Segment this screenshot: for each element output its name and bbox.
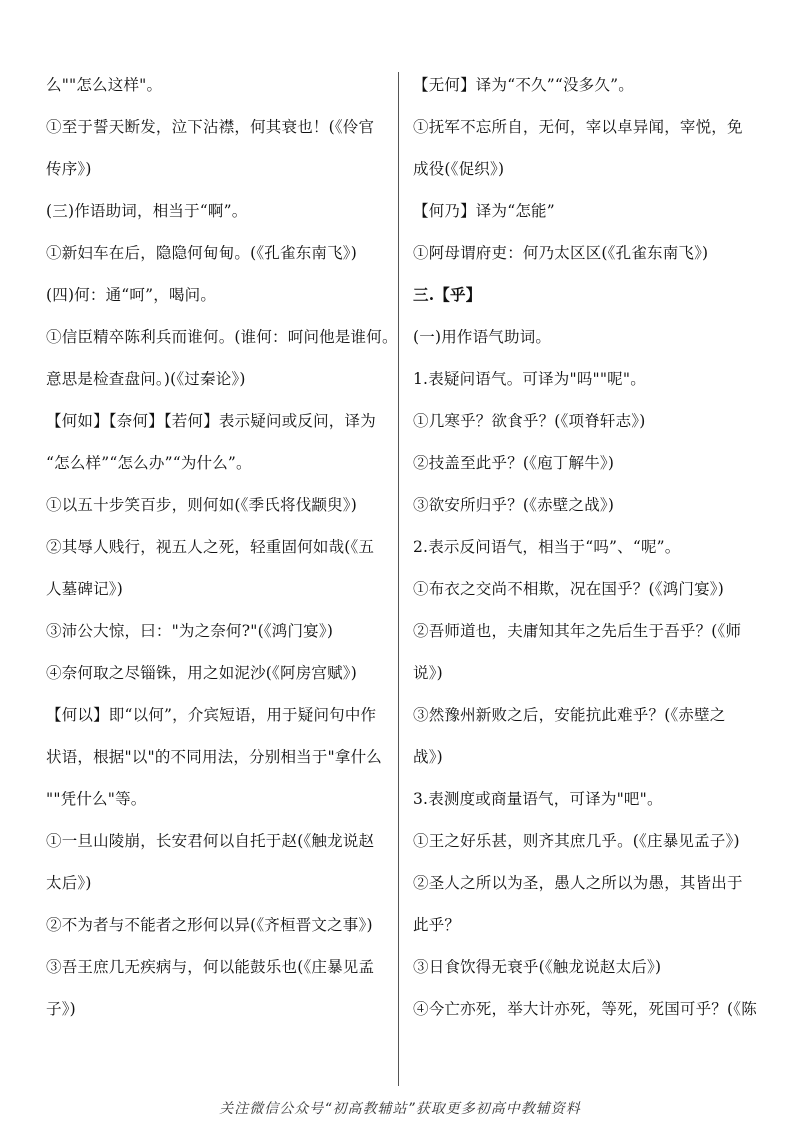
text-line: (四)何：通“呵”，喝问。 xyxy=(46,286,217,304)
text-line: 战》) xyxy=(413,748,443,766)
text-line: ""凭什么"等。 xyxy=(46,790,147,808)
text-line: 人墓碑记》) xyxy=(46,580,123,598)
text-line: 说》) xyxy=(413,664,443,682)
text-line: ③沛公大惊，曰："为之奈何?"(《鸿门宴》) xyxy=(46,622,334,640)
left-column xyxy=(46,64,402,1030)
text-line: 么""怎么这样"。 xyxy=(46,76,163,94)
text-line: ③然豫州新败之后，安能抗此难乎？(《赤壁之 xyxy=(413,706,726,724)
text-line: 1.表疑问语气。可译为"吗""呢"。 xyxy=(413,370,646,388)
text-line: ①至于誓天断发，泣下沾襟，何其衰也！(《伶官 xyxy=(46,118,375,136)
text-line: 状语，根据"以"的不同用法，分别相当于"拿什么 xyxy=(46,748,382,766)
text-line: 3.表测度或商量语气，可译为"吧"。 xyxy=(413,790,663,808)
text-line: ①几寒乎？欲食乎？(《项脊轩志》) xyxy=(413,412,646,430)
text-line: (一)用作语气助词。 xyxy=(413,328,552,346)
text-line: ④奈何取之尽锱铢，用之如泥沙(《阿房宫赋》) xyxy=(46,664,357,682)
text-line: ④今亡亦死，举大计亦死，等死，死国可乎？(《陈 xyxy=(413,1000,757,1018)
text-line: 传序》) xyxy=(46,160,92,178)
text-line: ③吾王庶几无疾病与，何以能鼓乐也(《庄暴见孟 xyxy=(46,958,375,976)
text-line: ①信臣精卒陈利兵而谁何。(谁何：呵问他是谁何。 xyxy=(46,328,398,346)
text-line: 太后》) xyxy=(46,874,92,892)
footer-promo-text: 关注微信公众号“初高教辅站”获取更多初高中教辅资料 xyxy=(219,1101,581,1117)
text-line: ②技盖至此乎？(《庖丁解牛》) xyxy=(413,454,615,472)
right-column xyxy=(413,64,763,1030)
text-line: ①一旦山陵崩，长安君何以自托于赵(《触龙说赵 xyxy=(46,832,375,850)
text-line: ②不为者与不能者之形何以异(《齐桓晋文之事》) xyxy=(46,916,373,934)
text-line: ②圣人之所以为圣，愚人之所以为愚，其皆出于 xyxy=(413,874,743,892)
text-line: 【无何】译为“不久”“没多久”。 xyxy=(413,76,634,94)
text-line: ①新妇车在后，隐隐何甸甸。(《孔雀东南飞》) xyxy=(46,244,357,262)
section-heading: 三.【乎】 xyxy=(413,285,482,304)
text-line: 2.表示反问语气，相当于“吗”、“呢”。 xyxy=(413,538,681,556)
text-line: ③日食饮得无衰乎(《触龙说赵太后》) xyxy=(413,958,662,976)
column-divider xyxy=(398,72,399,1086)
text-line: ③欲安所归乎？(《赤壁之战》) xyxy=(413,496,615,514)
text-line: ①王之好乐甚，则齐其庶几乎。(《庄暴见孟子》) xyxy=(413,832,740,850)
text-line: ①以五十步笑百步，则何如(《季氏将伐颛臾》) xyxy=(46,496,357,514)
text-line: “怎么样”“怎么办”“为什么”。 xyxy=(46,454,252,472)
text-line: (三)作语助词，相当于“啊”。 xyxy=(46,202,248,220)
text-line: ①布衣之交尚不相欺，况在国乎？(《鸿门宴》) xyxy=(413,580,724,598)
text-line: 【何乃】译为“怎能” xyxy=(413,202,555,220)
text-line: ①抚军不忘所自，无何，宰以卓异闻，宰悦，免 xyxy=(413,118,743,136)
text-line: 【何如】【奈何】【若何】表示疑问或反问，译为 xyxy=(46,412,376,430)
text-line: 此乎？ xyxy=(413,916,461,934)
text-line: 成役(《促织》) xyxy=(413,160,505,178)
text-line: 意思是检查盘问。)(《过秦论》) xyxy=(46,370,246,388)
text-line: ②吾师道也，夫庸知其年之先后生于吾乎？(《师 xyxy=(413,622,742,640)
text-line: ①阿母谓府吏：何乃太区区(《孔雀东南飞》) xyxy=(413,244,709,262)
text-line: ②其辱人贱行，视五人之死，轻重固何如哉(《五 xyxy=(46,538,375,556)
text-line: 子》) xyxy=(46,1000,76,1018)
text-line: 【何以】即“以何”，介宾短语，用于疑问句中作 xyxy=(46,706,377,724)
